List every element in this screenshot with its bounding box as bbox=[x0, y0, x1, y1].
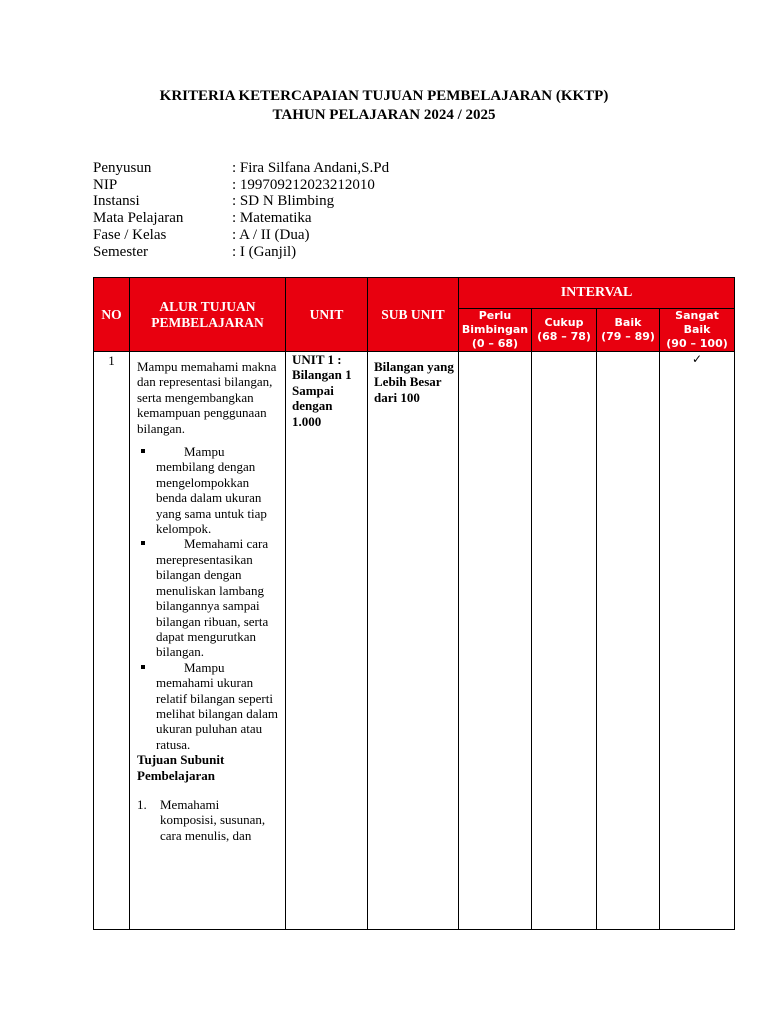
header-level-cukup bbox=[532, 309, 597, 352]
level-range: (68 – 78) bbox=[537, 330, 591, 343]
header-no: NO bbox=[94, 278, 130, 352]
list-item bbox=[137, 797, 279, 843]
unit-cell bbox=[286, 352, 368, 930]
header-subunit: SUB UNIT bbox=[368, 278, 459, 352]
header-level-perlu-bimbingan bbox=[459, 309, 532, 352]
level-label: Baik bbox=[614, 316, 642, 329]
info-value: : Fira Silfana Andani,S.Pd bbox=[232, 160, 390, 176]
bullet-text: Mampu membilang dengan mengelompokkan benda dalam ukuran yang sama untuk tiap kelompok. bbox=[156, 444, 267, 537]
header-unit: UNIT bbox=[286, 278, 368, 352]
info-value: : 199709212023212010 bbox=[232, 176, 375, 193]
list-item bbox=[137, 660, 279, 752]
identity-block bbox=[93, 160, 389, 260]
header-level-baik bbox=[597, 309, 660, 352]
interval-baik-cell bbox=[597, 352, 660, 930]
check-mark-icon: ✓ bbox=[691, 352, 703, 366]
info-row-fase-kelas bbox=[93, 227, 389, 244]
info-row-nip bbox=[93, 177, 389, 194]
list-item bbox=[137, 444, 279, 536]
subunit-text: Bilangan yang Lebih Besar dari 100 bbox=[374, 359, 454, 405]
level-range: (90 – 100) bbox=[666, 337, 728, 350]
info-row-mata-pelajaran bbox=[93, 210, 389, 227]
item-number: 1. bbox=[137, 796, 147, 812]
info-label: Semester bbox=[93, 243, 148, 260]
info-label: NIP bbox=[93, 176, 118, 193]
interval-cukup-cell bbox=[532, 352, 597, 930]
list-item bbox=[137, 536, 279, 659]
level-range: (0 – 68) bbox=[471, 337, 519, 350]
subunit-cell bbox=[368, 352, 459, 930]
info-label: Instansi bbox=[93, 193, 140, 210]
level-range: (79 – 89) bbox=[601, 330, 655, 343]
header-alur: ALUR TUJUAN PEMBELAJARAN bbox=[130, 278, 286, 352]
interval-perlu-bimbingan-cell bbox=[459, 352, 532, 930]
row-number: 1 bbox=[94, 352, 130, 930]
alur-bullets bbox=[137, 444, 279, 752]
info-value: : SD N Blimbing bbox=[232, 193, 335, 210]
info-label: Fase / Kelas bbox=[93, 226, 167, 243]
subunit-goals-heading: Tujuan Subunit Pembelajaran bbox=[137, 752, 225, 783]
info-value: : A / II (Dua) bbox=[232, 226, 310, 243]
info-value: : I (Ganjil) bbox=[232, 243, 297, 260]
square-bullet-icon bbox=[141, 449, 145, 453]
info-label: Mata Pelajaran bbox=[93, 210, 184, 227]
table-row bbox=[94, 352, 735, 930]
document-subtitle: TAHUN PELAJARAN 2024 / 2025 bbox=[272, 107, 496, 123]
unit-text: UNIT 1 : Bilangan 1 Sampai dengan 1.000 bbox=[292, 352, 352, 429]
bullet-text: Memahami cara merepresentasikan bilangan dengan menuliskan lambang bilangannya sampai bilangan ribuan, serta dapat mengurutkan bilangan. bbox=[156, 536, 269, 660]
header-interval: INTERVAL bbox=[459, 278, 735, 309]
header-level-sangat-baik bbox=[660, 309, 735, 352]
level-label: Perlu Bimbingan bbox=[461, 309, 529, 336]
info-label: Penyusun bbox=[93, 160, 152, 176]
bullet-text: Mampu memahami ukuran relatif bilangan seperti melihat bilangan dalam ukuran puluhan atau ratusa. bbox=[156, 659, 279, 752]
document-title: KRITERIA KETERCAPAIAN TUJUAN PEMBELAJARAN (KKTP) bbox=[159, 88, 609, 104]
alur-intro: Mampu memahami makna dan representasi bilangan, serta mengembangkan kemampuan penggunaan bilangan. bbox=[137, 359, 277, 436]
kktp-table bbox=[93, 277, 735, 930]
level-label: Sangat Baik bbox=[675, 309, 719, 336]
item-text: Memahami komposisi, susunan, cara menulis, dan bbox=[160, 796, 266, 843]
subunit-goals-list bbox=[137, 797, 279, 843]
level-label: Cukup bbox=[544, 316, 584, 329]
info-row-semester bbox=[93, 244, 389, 261]
info-row-penyusun bbox=[93, 160, 389, 177]
info-value: : Matematika bbox=[232, 210, 312, 227]
alur-cell bbox=[130, 352, 286, 930]
interval-sangat-baik-cell bbox=[660, 352, 735, 930]
square-bullet-icon bbox=[141, 541, 145, 545]
header-row bbox=[94, 278, 735, 309]
square-bullet-icon bbox=[141, 665, 145, 669]
info-row-instansi bbox=[93, 193, 389, 210]
